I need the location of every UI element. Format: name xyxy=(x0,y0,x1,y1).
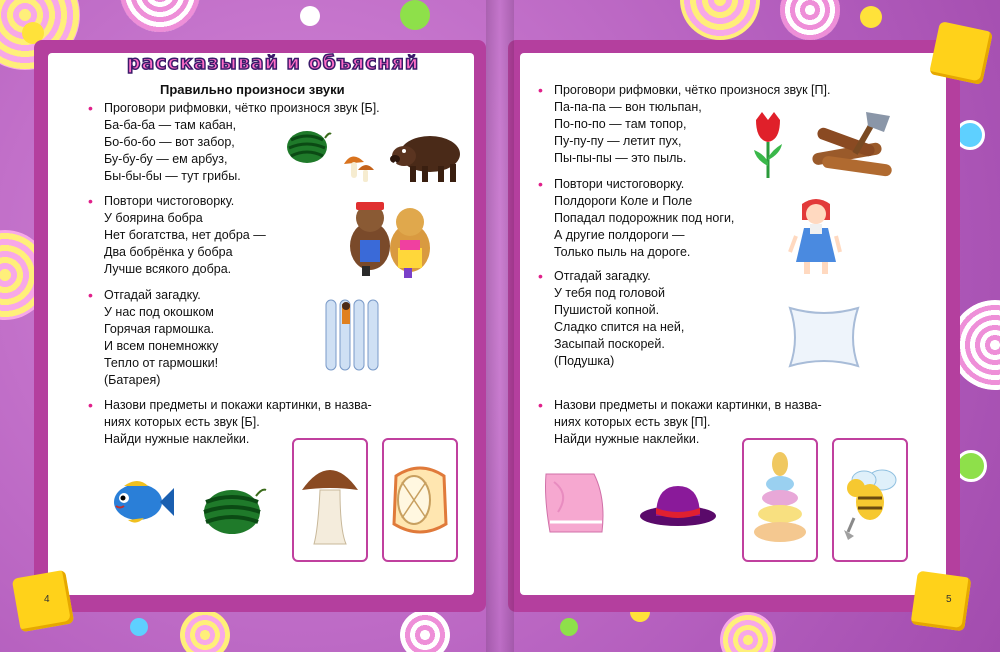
axe-logs-icon xyxy=(806,110,904,180)
girl-icon xyxy=(790,196,842,278)
verse-line: Сладко спится на ней, xyxy=(554,320,685,334)
circle-decoration xyxy=(780,0,840,40)
sticker-card[interactable] xyxy=(382,438,458,562)
instruction-line: ниях которых есть звук [Б]. xyxy=(104,415,260,429)
page-number: 4 xyxy=(44,594,50,605)
mushrooms-icon xyxy=(342,148,376,186)
radiator-icon xyxy=(322,296,388,376)
verse-line: У нас под окошком xyxy=(104,305,214,319)
page-number: 5 xyxy=(946,594,952,605)
sticker-card[interactable] xyxy=(742,438,818,562)
bullet-icon: • xyxy=(538,82,543,98)
riddle-answer: (Батарея) xyxy=(104,373,161,387)
section-banner xyxy=(70,48,476,78)
fish-icon xyxy=(104,476,174,526)
verse-line: Засыпай поскорей. xyxy=(554,337,665,351)
circle-decoration xyxy=(560,618,578,636)
riddle-answer: (Подушка) xyxy=(554,354,615,368)
circle-decoration xyxy=(680,0,760,40)
verse-line: Бо-бо-бо — вот забор, xyxy=(104,135,235,149)
verse-line: Только пыль на дороге. xyxy=(554,245,691,259)
beavers-icon xyxy=(342,196,440,280)
drum-card-icon xyxy=(384,440,456,560)
circle-decoration xyxy=(180,610,230,652)
sticker-card[interactable] xyxy=(832,438,908,562)
circle-decoration xyxy=(860,6,882,28)
verse-line: А другие полдороги — xyxy=(554,228,685,242)
boar-icon xyxy=(390,126,466,184)
circle-decoration xyxy=(300,6,320,26)
verse-line: Тепло от гармошки! xyxy=(104,356,219,370)
pillow-icon xyxy=(784,302,864,372)
task-instruction: Повтори чистоговорку. xyxy=(104,194,235,208)
tulip-icon xyxy=(750,110,786,180)
puzzle-piece-icon xyxy=(911,571,972,632)
verse-line: Пушистой копной. xyxy=(554,303,660,317)
bullet-icon: • xyxy=(88,397,93,413)
task-instruction: Проговори рифмовки, чётко произнося звук [Б]. xyxy=(104,101,380,115)
hat-icon xyxy=(638,480,718,530)
instruction-line: Найди нужные наклейки. xyxy=(104,432,250,446)
verse-line: Нет богатства, нет добра — xyxy=(104,228,266,242)
task-instruction: Назови предметы и покажи картинки, в назва- xyxy=(104,398,372,412)
puzzle-piece-icon xyxy=(12,570,75,633)
task-tongue-twister-p xyxy=(538,176,918,261)
bullet-icon: • xyxy=(538,176,543,192)
verse-line: Пу-пу-пу — летит пух, xyxy=(554,134,682,148)
circle-decoration xyxy=(400,0,430,30)
mushroom-card-icon xyxy=(294,440,366,560)
verse-line: По-по-по — там топор, xyxy=(554,117,687,131)
verse xyxy=(538,193,918,261)
verse-line: У тебя под головой xyxy=(554,286,665,300)
verse-line: Два бобрёнка у бобра xyxy=(104,245,233,259)
verse-line: Ба-ба-ба — там кабан, xyxy=(104,118,237,132)
sticker-card[interactable] xyxy=(292,438,368,562)
task-instruction: Отгадай загадку. xyxy=(104,288,201,302)
watermelon-icon xyxy=(200,484,266,536)
circle-decoration xyxy=(130,618,148,636)
puzzle-piece-icon xyxy=(929,21,993,85)
book-gutter xyxy=(486,0,514,652)
verse-line: Попадал подорожник под ноги, xyxy=(554,211,735,225)
circle-decoration xyxy=(120,0,200,32)
bullet-icon: • xyxy=(538,397,543,413)
banner-title: рассказывай и объясняй xyxy=(126,52,420,74)
circle-decoration xyxy=(720,612,776,652)
verse-line: И всем понемножку xyxy=(104,339,219,353)
verse xyxy=(88,304,458,389)
task-instruction: Повтори чистоговорку. xyxy=(554,177,685,191)
towel-icon xyxy=(540,468,612,538)
task-instruction: Назови предметы и покажи картинки, в назва- xyxy=(554,398,822,412)
task-instruction: Отгадай загадку. xyxy=(554,269,651,283)
page-heading: Правильно произноси звуки xyxy=(160,82,345,97)
task-instruction: Проговори рифмовки, чётко произнося звук [П]. xyxy=(554,83,831,97)
verse-line: Полдороги Коле и Поле xyxy=(554,194,693,208)
instruction-line: Найди нужные наклейки. xyxy=(554,432,700,446)
bee-card-icon xyxy=(834,440,906,560)
bullet-icon: • xyxy=(538,268,543,284)
circle-decoration xyxy=(400,610,450,652)
pyramid-card-icon xyxy=(744,440,816,560)
bullet-icon: • xyxy=(88,193,93,209)
verse-line: Горячая гармошка. xyxy=(104,322,215,336)
verse-line: Пы-пы-пы — это пыль. xyxy=(554,151,687,165)
bullet-icon: • xyxy=(88,100,93,116)
verse-line: У боярина бобра xyxy=(104,211,203,225)
instruction-line: ниях которых есть звук [П]. xyxy=(554,415,711,429)
bullet-icon: • xyxy=(88,287,93,303)
verse-line: Бы-бы-бы — тут грибы. xyxy=(104,169,241,183)
verse-line: Па-па-па — вон тюльпан, xyxy=(554,100,702,114)
watermelon-icon xyxy=(285,128,331,166)
task-riddle-b xyxy=(88,287,458,389)
verse-line: Бу-бу-бу — ем арбуз, xyxy=(104,152,228,166)
verse-line: Лучше всякого добра. xyxy=(104,262,232,276)
